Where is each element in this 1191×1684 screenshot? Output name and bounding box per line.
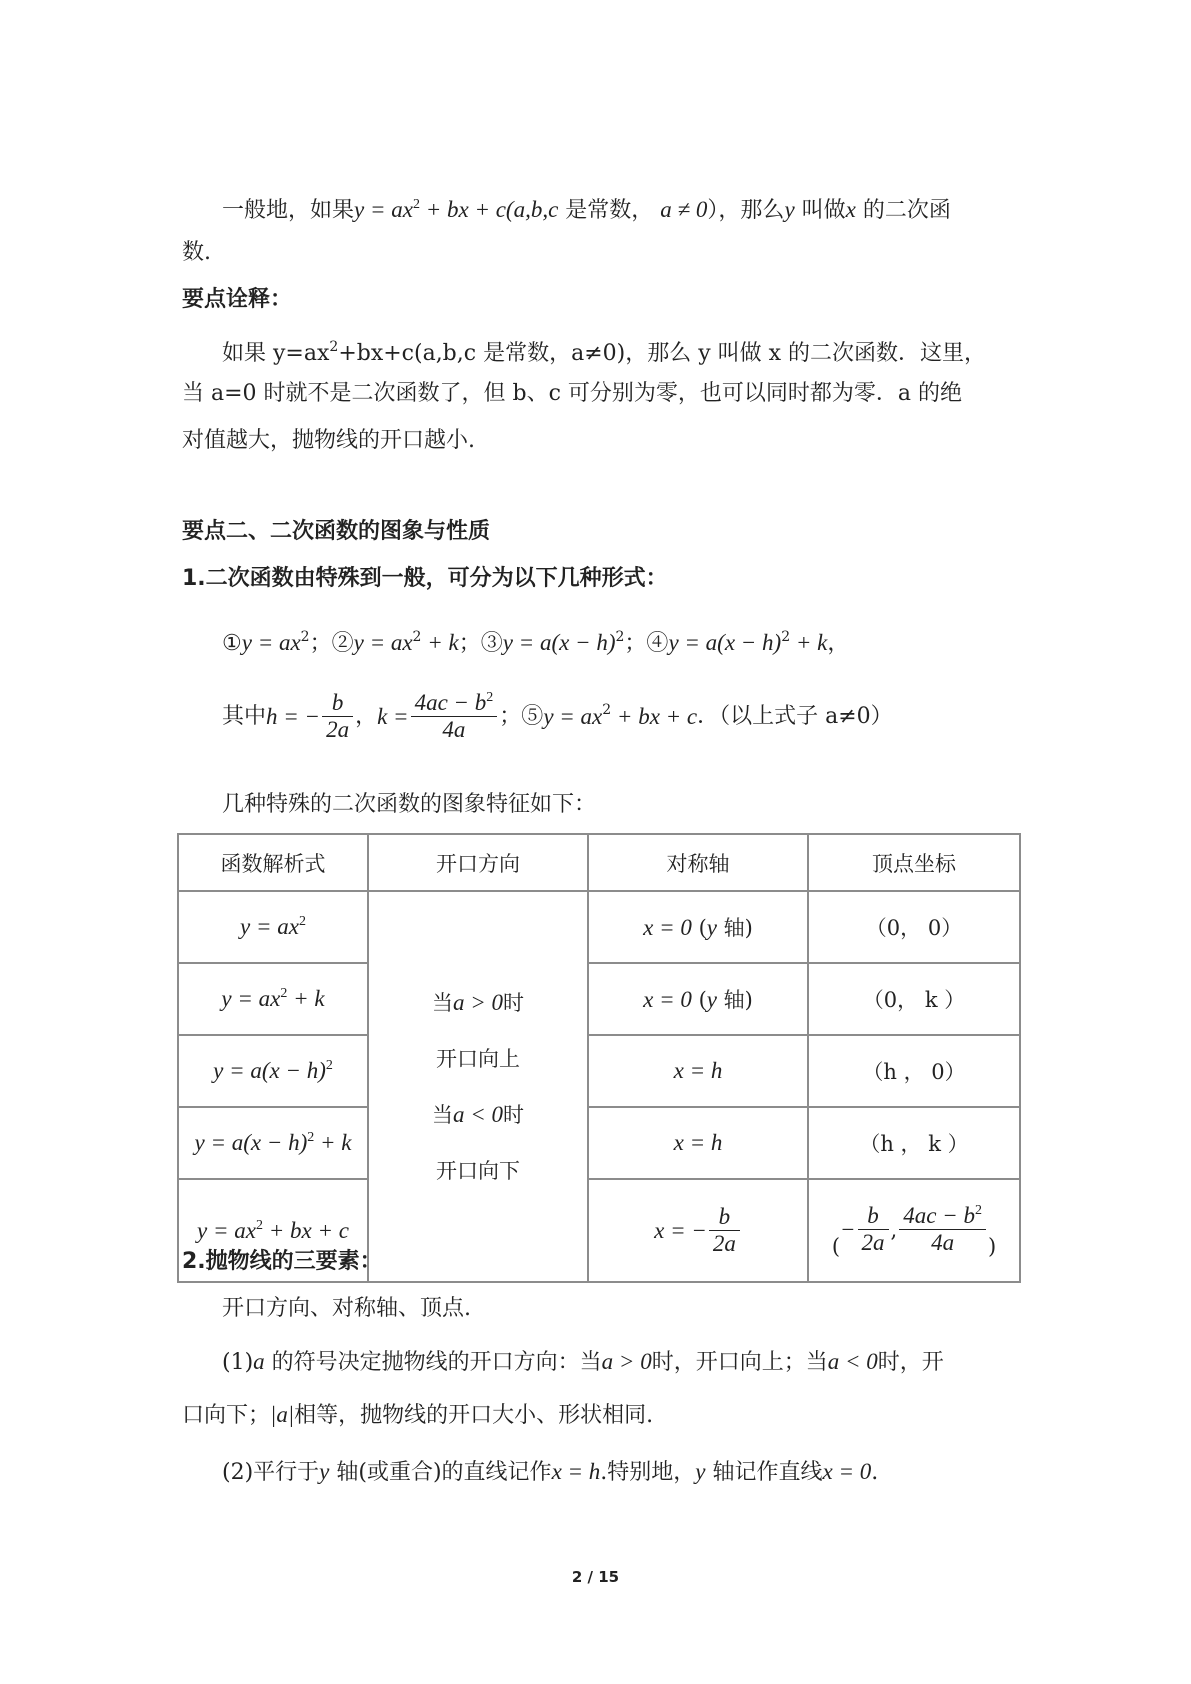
vertex-cell: （0， 0） [808, 891, 1020, 963]
forms-line: ①y = $ax^2$；②y = $ax^2 + k$；③y = $a(x - h)^2$；④y = $a(x - h)^2 + k$， [222, 629, 850, 656]
section-heading: 要点二、二次函数的图象与性质 [182, 519, 491, 544]
vertex-cell: （0， k ） [808, 963, 1020, 1035]
definition-line-1: 一般地，如果$y = ax^2$ + bx + c(a,b,c 是常数， a ≠ 0），那么y 叫做x 的二次函 [222, 197, 951, 223]
subsection-heading-1: 1.二次函数由特殊到一般，可分为以下几种形式： [182, 566, 668, 591]
header-expression: 函数解析式 [178, 834, 368, 891]
table-row [178, 1035, 1020, 1107]
axis-cell: x = 0 (y 轴) [588, 963, 808, 1035]
header-opening: 开口方向 [368, 834, 588, 891]
axis-cell: x = 0 (y 轴) [588, 891, 808, 963]
note-heading: 要点诠释： [182, 287, 293, 312]
expression-cell: $y = a(x - h)^2$ [178, 1035, 368, 1107]
where-line: 其中h = − $\frac{b}{2a}$ ，k = $\frac{4ac - b^2}{4a}$ ；⑤y = $ax^2$ + bx + c．（以上式子 a≠0） [222, 690, 893, 743]
axis-cell: x = h [588, 1107, 808, 1179]
condition-a-nonzero: a ≠ 0 [660, 197, 708, 222]
table-intro: 几种特殊的二次函数的图象特征如下： [222, 792, 597, 817]
note-line-3: 对值越大，抛物线的开口越小. [182, 428, 475, 453]
opening-cell: 当a > 0时 开口向上 当a < 0时 开口向下 [368, 891, 588, 1282]
formula-general: $y = ax^2$ + bx + c(a,b,c [354, 197, 559, 222]
axis-cell: x = h [588, 1035, 808, 1107]
table-header-row [178, 834, 1020, 891]
vertex-cell: （h ， 0） [808, 1035, 1020, 1107]
rule-1-line-1: (1)a 的符号决定抛物线的开口方向：当a > 0时，开口向上；当a < 0时，开 [222, 1349, 944, 1375]
expression-cell: $y = ax^2$ [178, 891, 368, 963]
note-line-2: 当 a=0 时就不是二次函数了，但 b、c 可分别为零，也可以同时都为零．a 的绝 [182, 381, 963, 406]
header-axis: 对称轴 [588, 834, 808, 891]
fraction-axis: $\frac{b}{2a}$ [709, 1204, 740, 1258]
axis-cell: x = − $\frac{b}{2a}$ [588, 1179, 808, 1282]
header-vertex: 顶点坐标 [808, 834, 1020, 891]
definition-line-2: 数. [182, 240, 211, 265]
fraction-h: $\frac{b}{2a}$ [322, 690, 353, 744]
fraction-vertex-x: $\frac{b}{2a}$ [858, 1203, 889, 1257]
vertex-cell: （h ， k ） [808, 1107, 1020, 1179]
fraction-vertex-y: $\frac{4ac - b^2}{4a}$ [899, 1203, 986, 1257]
fraction-k: $\frac{4ac - b^2}{4a}$ [411, 690, 498, 744]
table-row [178, 963, 1020, 1035]
rule-1-line-2: 口向下；|a|相等，抛物线的开口大小、形状相同. [182, 1402, 654, 1428]
note-line-1: 如果 $y=ax^2+bx+c(a,b,c$ 是常数，a≠0)，那么 y 叫做 x 的二次函数．这里， [222, 339, 987, 366]
table-row [178, 1107, 1020, 1179]
expression-cell: $y = ax^2$ + bx + c [178, 1179, 368, 1282]
expression-cell: $y = a(x - h)^2 + k$ [178, 1107, 368, 1179]
features-table [177, 833, 1021, 1283]
subsection-heading-2: 2.抛物线的三要素： [182, 1249, 382, 1274]
vertex-cell: (− $\frac{b}{2a}$ , $\frac{4ac - b^2}{4a}$ ) [808, 1179, 1020, 1282]
expression-cell: $y = ax^2 + k$ [178, 963, 368, 1035]
elements-line: 开口方向、对称轴、顶点. [222, 1296, 471, 1321]
page-number: 2 / 15 [571, 1568, 620, 1586]
table-row [178, 891, 1020, 963]
rule-2-line: (2)平行于y 轴(或重合)的直线记作x = h.特别地，y 轴记作直线x = 0. [222, 1459, 879, 1485]
